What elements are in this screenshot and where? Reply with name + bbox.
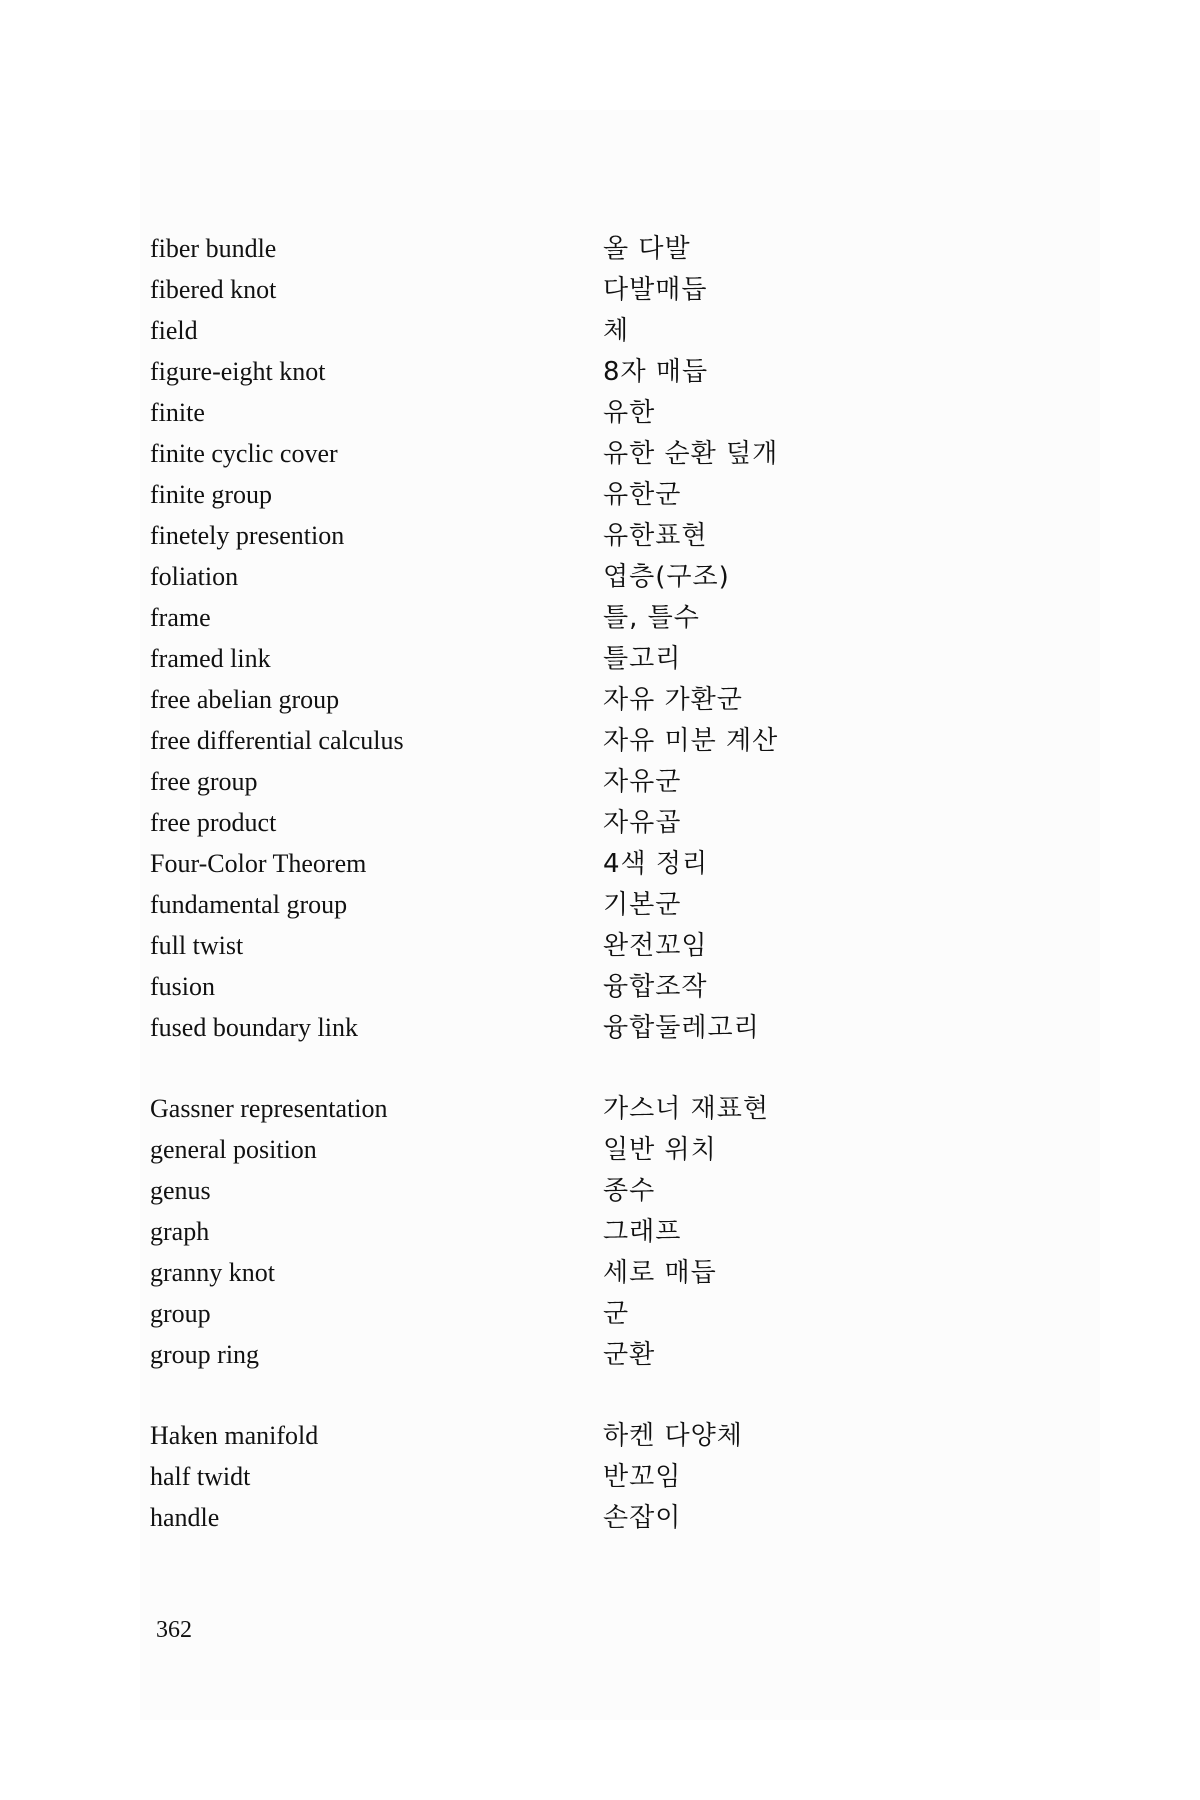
- glossary-entry: [150, 843, 850, 884]
- page-number: 362: [156, 1617, 192, 1643]
- glossary-entry: [150, 597, 850, 638]
- entry-translation: 군: [603, 1299, 630, 1329]
- glossary-entry: [150, 556, 850, 597]
- entry-term: foliation: [150, 562, 239, 591]
- entry-term: graph: [150, 1217, 210, 1246]
- entry-term: free group: [150, 767, 258, 796]
- entry-term: Haken manifold: [150, 1421, 319, 1450]
- glossary-entry: [150, 474, 850, 515]
- entry-term: free differential calculus: [150, 726, 404, 755]
- glossary-entry: [150, 1007, 850, 1048]
- glossary-entry: [150, 1497, 850, 1538]
- entry-translation: 틀고리: [603, 644, 682, 674]
- glossary-entry: [150, 638, 850, 679]
- entry-term: finite cyclic cover: [150, 439, 338, 468]
- glossary-entry: [150, 761, 850, 802]
- entry-term: fiber bundle: [150, 234, 277, 263]
- entry-translation: 종수: [603, 1176, 656, 1206]
- entry-translation: 올 다발: [603, 234, 691, 264]
- entry-term: full twist: [150, 931, 244, 960]
- glossary-entry: [150, 1211, 850, 1252]
- glossary-entry: [150, 310, 850, 351]
- entry-translation: 다발매듭: [603, 275, 708, 305]
- entry-term: handle: [150, 1503, 220, 1532]
- entry-translation: 자유 가환군: [603, 685, 743, 715]
- glossary-entry: [150, 1456, 850, 1497]
- entry-translation: 융합둘레고리: [603, 1013, 760, 1043]
- entry-translation: 유한표현: [603, 521, 708, 551]
- entry-term: free abelian group: [150, 685, 340, 714]
- glossary-entry: [150, 1415, 850, 1456]
- entry-translation: 엽층(구조): [603, 562, 730, 592]
- glossary-entry: [150, 433, 850, 474]
- entry-translation: 자유곱: [603, 808, 682, 838]
- glossary-entry: [150, 269, 850, 310]
- entry-term: fundamental group: [150, 890, 348, 919]
- entry-term: fused boundary link: [150, 1013, 358, 1042]
- entry-term: field: [150, 316, 198, 345]
- entry-translation: 반꼬임: [603, 1462, 682, 1492]
- entry-term: half twidt: [150, 1462, 251, 1491]
- glossary-entry: [150, 966, 850, 1007]
- entry-translation: 융합조작: [603, 972, 708, 1002]
- glossary-list: [150, 228, 850, 1578]
- glossary-entry: [150, 1252, 850, 1293]
- entry-term: framed link: [150, 644, 271, 673]
- glossary-entry: [150, 351, 850, 392]
- entry-term: group: [150, 1299, 211, 1328]
- entry-translation: 틀, 틀수: [603, 603, 700, 633]
- entry-term: figure-eight knot: [150, 357, 326, 386]
- entry-term: Gassner representation: [150, 1094, 388, 1123]
- entry-translation: 유한군: [603, 480, 682, 510]
- entry-term: genus: [150, 1176, 211, 1205]
- entry-translation: 그래프: [603, 1217, 682, 1247]
- entry-translation: 완전꼬임: [603, 931, 708, 961]
- entry-term: group ring: [150, 1340, 260, 1369]
- entry-translation: 일반 위치: [603, 1135, 717, 1165]
- glossary-entry: [150, 720, 850, 761]
- entry-term: finite group: [150, 480, 273, 509]
- entry-translation: 자유군: [603, 767, 682, 797]
- entry-term: frame: [150, 603, 211, 632]
- entry-term: fusion: [150, 972, 215, 1001]
- entry-term: fibered knot: [150, 275, 277, 304]
- entry-term: finetely presention: [150, 521, 345, 550]
- glossary-entry: [150, 515, 850, 556]
- entry-translation: 손잡이: [603, 1503, 682, 1533]
- entry-translation: 체: [603, 316, 630, 346]
- glossary-group-g: [150, 1088, 850, 1375]
- entry-translation: 기본군: [603, 890, 682, 920]
- glossary-entry: [150, 802, 850, 843]
- entry-term: general position: [150, 1135, 317, 1164]
- entry-translation: 8자 매듭: [603, 357, 709, 387]
- glossary-entry: [150, 392, 850, 433]
- entry-term: granny knot: [150, 1258, 275, 1287]
- glossary-entry: [150, 1129, 850, 1170]
- entry-translation: 유한 순환 덮개: [603, 439, 779, 469]
- entry-translation: 하켄 다양체: [603, 1421, 743, 1451]
- glossary-group-h: [150, 1415, 850, 1538]
- glossary-entry: [150, 1088, 850, 1129]
- glossary-entry: [150, 1170, 850, 1211]
- glossary-entry: [150, 679, 850, 720]
- entry-term: Four-Color Theorem: [150, 849, 367, 878]
- entry-translation: 유한: [603, 398, 656, 428]
- entry-translation: 4색 정리: [603, 849, 709, 879]
- entry-term: finite: [150, 398, 205, 427]
- glossary-entry: [150, 925, 850, 966]
- glossary-entry: [150, 1293, 850, 1334]
- glossary-entry: [150, 884, 850, 925]
- entry-translation: 세로 매듭: [603, 1258, 717, 1288]
- glossary-group-f: [150, 228, 850, 1048]
- glossary-entry: [150, 1334, 850, 1375]
- glossary-entry: [150, 228, 850, 269]
- entry-term: free product: [150, 808, 277, 837]
- entry-translation: 군환: [603, 1340, 656, 1370]
- entry-translation: 자유 미분 계산: [603, 726, 779, 756]
- entry-translation: 가스너 재표현: [603, 1094, 769, 1124]
